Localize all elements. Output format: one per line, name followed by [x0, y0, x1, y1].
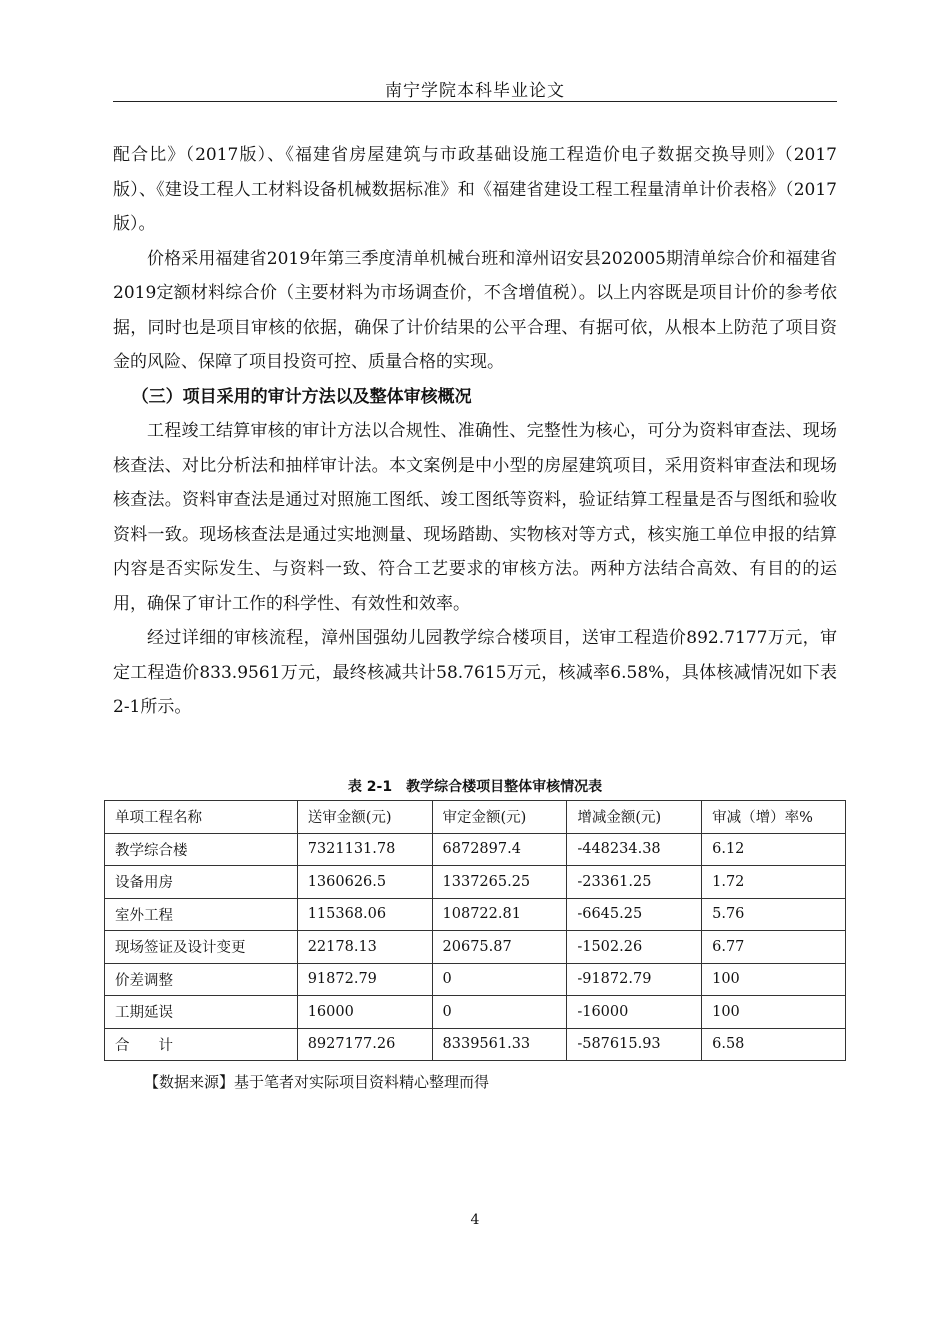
table-cell: 6.77	[702, 931, 846, 964]
table-header-row	[105, 801, 846, 834]
table-row	[105, 898, 846, 931]
table-cell: 22178.13	[297, 931, 432, 964]
table-cell: -587615.93	[567, 1028, 702, 1061]
paragraph-continued: 配合比》（2017版）、《福建省房屋建筑与市政基础设施工程造价电子数据交换导则》（2017版）、《建设工程人工材料设备机械数据标准》和《福建省建设工程工程量清单计价表格》（2017版）。	[113, 145, 837, 234]
table-row	[105, 931, 846, 964]
table-cell: 20675.87	[432, 931, 567, 964]
table-cell: 1.72	[702, 866, 846, 899]
table-cell: 0	[432, 996, 567, 1029]
table-header-cell: 单项工程名称	[105, 801, 298, 834]
table-row	[105, 833, 846, 866]
table-cell: 6872897.4	[432, 833, 567, 866]
table-cell: 6.12	[702, 833, 846, 866]
table-caption: 表 2-1 教学综合楼项目整体审核情况表	[347, 779, 603, 795]
table-row	[105, 866, 846, 899]
table-cell: 0	[432, 963, 567, 996]
table-row	[105, 963, 846, 996]
table-cell: 现场签证及设计变更	[105, 931, 298, 964]
table-cell: -1502.26	[567, 931, 702, 964]
table-cell: -448234.38	[567, 833, 702, 866]
table-header-cell: 增减金额(元)	[567, 801, 702, 834]
table-cell: 设备用房	[105, 866, 298, 899]
table-cell: 工期延误	[105, 996, 298, 1029]
audit-summary-table	[104, 800, 846, 1061]
table-cell: 8927177.26	[297, 1028, 432, 1061]
table-cell: 室外工程	[105, 898, 298, 931]
table-cell: 100	[702, 963, 846, 996]
paragraph-audit-result: 经过详细的审核流程，漳州国强幼儿园教学综合楼项目，送审工程造价892.7177万元，审定工程造价833.9561万元，最终核减共计58.7615万元，核减率6.58%，具体核减情况如下表2-1所示。	[113, 628, 837, 717]
table-body	[105, 801, 846, 1061]
section-heading: （三）项目采用的审计方法以及整体审核概况	[131, 386, 472, 407]
table-header-cell: 审减（增）率%	[702, 801, 846, 834]
table-cell: 8339561.33	[432, 1028, 567, 1061]
running-header: 南宁学院本科毕业论文	[385, 81, 565, 101]
table-cell: 115368.06	[297, 898, 432, 931]
table-cell: -6645.25	[567, 898, 702, 931]
table-cell: 100	[702, 996, 846, 1029]
table-cell: 合 计	[105, 1028, 298, 1061]
table-cell: 7321131.78	[297, 833, 432, 866]
data-source-note: 【数据来源】基于笔者对实际项目资料精心整理而得	[144, 1073, 490, 1091]
paragraph-audit-methods: 工程竣工结算审核的审计方法以合规性、准确性、完整性为核心，可分为资料审查法、现场核查法、对比分析法和抽样审计法。本文案例是中小型的房屋建筑项目，采用资料审查法和现场核查法。资料审查法是通过对照施工图纸、竣工图纸等资料，验证结算工程量是否与图纸和验收资料一致。现场核查法是通过实地测量、现场踏勘、实物核对等方式，核实施工单位申报的结算内容是否实际发生、与资料一致、符合工艺要求的审核方法。两种方法结合高效、有目的的运用，确保了审计工作的科学性、有效性和效率。	[113, 421, 837, 614]
table-cell: -16000	[567, 996, 702, 1029]
table-cell: 1337265.25	[432, 866, 567, 899]
table-cell: 91872.79	[297, 963, 432, 996]
page-number: 4	[470, 1212, 480, 1228]
table-cell: 教学综合楼	[105, 833, 298, 866]
table-row	[105, 996, 846, 1029]
table-header-cell: 审定金额(元)	[432, 801, 567, 834]
paragraph-pricing: 价格采用福建省2019年第三季度清单机械台班和漳州诏安县202005期清单综合价和福建省2019定额材料综合价（主要材料为市场调查价，不含增值税）。以上内容既是项目计价的参考依据，同时也是项目审核的依据，确保了计价结果的公平合理、有据可依，从根本上防范了项目资金的风险、保障了项目投资可控、质量合格的实现。	[113, 248, 837, 372]
header-rule	[113, 101, 837, 102]
table-cell: 5.76	[702, 898, 846, 931]
table-cell: 6.58	[702, 1028, 846, 1061]
table-cell: 1360626.5	[297, 866, 432, 899]
table-total-row	[105, 1028, 846, 1061]
table-cell: 16000	[297, 996, 432, 1029]
table-cell: 108722.81	[432, 898, 567, 931]
table-cell: -91872.79	[567, 963, 702, 996]
table-cell: 价差调整	[105, 963, 298, 996]
table-cell: -23361.25	[567, 866, 702, 899]
body-text	[113, 138, 837, 725]
table-header-cell: 送审金额(元)	[297, 801, 432, 834]
